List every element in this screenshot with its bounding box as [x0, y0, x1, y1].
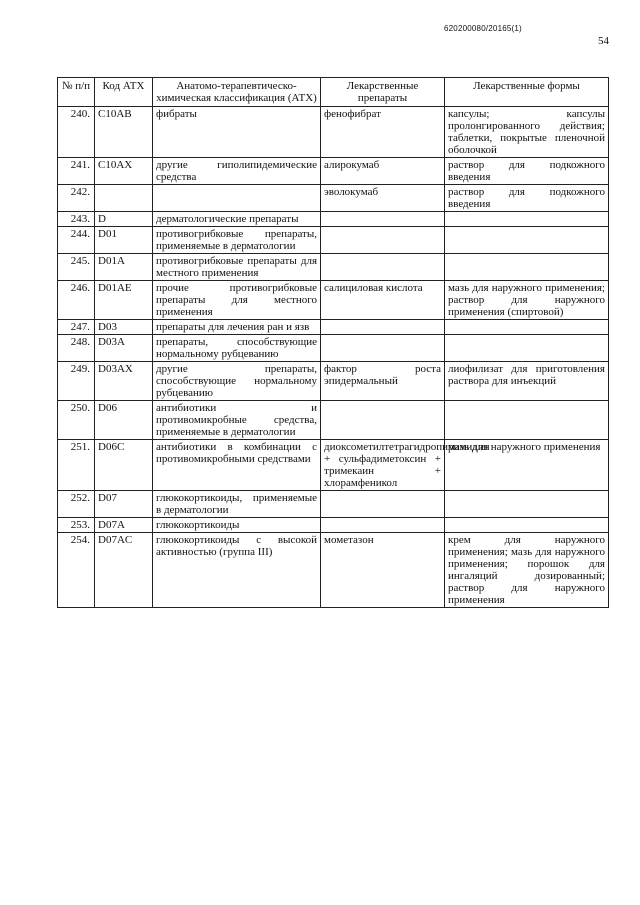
- cell-atc-classification: прочие противогрибковые препараты для местного применения: [153, 281, 321, 320]
- cell-atc-code: D06: [95, 401, 153, 440]
- cell-drug: мометазон: [321, 533, 445, 608]
- cell-drug: фактор роста эпидермальный: [321, 362, 445, 401]
- table-row: [58, 107, 609, 158]
- cell-dosage-forms: [445, 254, 609, 281]
- cell-atc-code: D01A: [95, 254, 153, 281]
- cell-drug: [321, 254, 445, 281]
- table-row: [58, 254, 609, 281]
- cell-dosage-forms: капсулы; капсулы пролонгированного действия; таблетки, покрытые пленочной оболочкой: [445, 107, 609, 158]
- cell-number: 252.: [58, 491, 95, 518]
- cell-number: 240.: [58, 107, 95, 158]
- column-header-forms: Лекарственные формы: [445, 78, 609, 107]
- cell-atc-classification: другие препараты, способствующие нормальному рубцеванию: [153, 362, 321, 401]
- cell-atc-classification: антибиотики и противомикробные средства, применяемые в дерматологии: [153, 401, 321, 440]
- cell-dosage-forms: мазь для наружного применения; раствор для наружного применения (спиртовой): [445, 281, 609, 320]
- cell-number: 243.: [58, 212, 95, 227]
- table-row: [58, 158, 609, 185]
- cell-dosage-forms: [445, 212, 609, 227]
- table-row: [58, 212, 609, 227]
- table-row: [58, 320, 609, 335]
- cell-dosage-forms: мазь для наружного применения: [445, 440, 609, 491]
- cell-atc-code: D07: [95, 491, 153, 518]
- cell-drug: [321, 227, 445, 254]
- cell-drug: [321, 320, 445, 335]
- table-row: [58, 440, 609, 491]
- cell-atc-classification: препараты для лечения ран и язв: [153, 320, 321, 335]
- cell-number: 251.: [58, 440, 95, 491]
- table-row: [58, 518, 609, 533]
- cell-atc-code: D01: [95, 227, 153, 254]
- cell-drug: фенофибрат: [321, 107, 445, 158]
- table-row: [58, 335, 609, 362]
- cell-atc-code: D06C: [95, 440, 153, 491]
- drug-classification-table: [57, 77, 609, 608]
- cell-atc-code: [95, 185, 153, 212]
- table-header-row: [58, 78, 609, 107]
- cell-drug: [321, 401, 445, 440]
- cell-atc-code: C10AX: [95, 158, 153, 185]
- table-body: [58, 107, 609, 608]
- table-row: [58, 491, 609, 518]
- cell-number: 244.: [58, 227, 95, 254]
- cell-drug: [321, 335, 445, 362]
- cell-drug: [321, 491, 445, 518]
- cell-atc-code: D03: [95, 320, 153, 335]
- cell-atc-classification: глюкокортикоиды, применяемые в дерматологии: [153, 491, 321, 518]
- document-number: 620200080/20165(1): [444, 24, 522, 33]
- cell-atc-classification: [153, 185, 321, 212]
- cell-drug: диоксометилтетрагидропиримидин + сульфадиметоксин + тримекаин + хлорамфеникол: [321, 440, 445, 491]
- cell-dosage-forms: [445, 518, 609, 533]
- column-header-number: № п/п: [58, 78, 95, 107]
- cell-number: 246.: [58, 281, 95, 320]
- table-row: [58, 227, 609, 254]
- cell-number: 245.: [58, 254, 95, 281]
- cell-atc-code: D03AX: [95, 362, 153, 401]
- cell-drug: алирокумаб: [321, 158, 445, 185]
- cell-atc-code: C10AB: [95, 107, 153, 158]
- cell-atc-code: D01AE: [95, 281, 153, 320]
- cell-atc-classification: глюкокортикоиды: [153, 518, 321, 533]
- cell-number: 254.: [58, 533, 95, 608]
- cell-dosage-forms: [445, 227, 609, 254]
- cell-number: 249.: [58, 362, 95, 401]
- cell-number: 241.: [58, 158, 95, 185]
- cell-dosage-forms: раствор для подкожного введения: [445, 158, 609, 185]
- cell-atc-classification: дерматологические препараты: [153, 212, 321, 227]
- cell-dosage-forms: крем для наружного применения; мазь для наружного применения; порошок для ингаляций дозированный; раствор для наружного применения: [445, 533, 609, 608]
- cell-atc-classification: противогрибковые препараты для местного применения: [153, 254, 321, 281]
- cell-atc-code: D07AC: [95, 533, 153, 608]
- cell-dosage-forms: [445, 401, 609, 440]
- cell-number: 253.: [58, 518, 95, 533]
- cell-number: 242.: [58, 185, 95, 212]
- page-number: 54: [598, 35, 609, 47]
- table-row: [58, 533, 609, 608]
- cell-atc-classification: антибиотики в комбинации с противомикробными средствами: [153, 440, 321, 491]
- column-header-atc: Анатомо-терапевтическо-химическая классификация (АТХ): [153, 78, 321, 107]
- cell-drug: салициловая кислота: [321, 281, 445, 320]
- cell-dosage-forms: [445, 491, 609, 518]
- cell-atc-code: D07A: [95, 518, 153, 533]
- cell-dosage-forms: [445, 320, 609, 335]
- cell-atc-classification: противогрибковые препараты, применяемые в дерматологии: [153, 227, 321, 254]
- cell-drug: [321, 518, 445, 533]
- table-row: [58, 281, 609, 320]
- cell-atc-classification: фибраты: [153, 107, 321, 158]
- cell-atc-code: D03A: [95, 335, 153, 362]
- cell-dosage-forms: [445, 335, 609, 362]
- cell-dosage-forms: раствор для подкожного введения: [445, 185, 609, 212]
- cell-number: 250.: [58, 401, 95, 440]
- cell-number: 247.: [58, 320, 95, 335]
- table-row: [58, 362, 609, 401]
- cell-atc-classification: препараты, способствующие нормальному рубцеванию: [153, 335, 321, 362]
- cell-drug: [321, 212, 445, 227]
- table-row: [58, 185, 609, 212]
- cell-atc-classification: глюкокортикоиды с высокой активностью (группа III): [153, 533, 321, 608]
- column-header-code: Код АТХ: [95, 78, 153, 107]
- cell-drug: эволокумаб: [321, 185, 445, 212]
- cell-atc-classification: другие гиполипидемические средства: [153, 158, 321, 185]
- column-header-drugs: Лекарственные препараты: [321, 78, 445, 107]
- cell-number: 248.: [58, 335, 95, 362]
- cell-atc-code: D: [95, 212, 153, 227]
- cell-dosage-forms: лиофилизат для приготовления раствора для инъекций: [445, 362, 609, 401]
- table-row: [58, 401, 609, 440]
